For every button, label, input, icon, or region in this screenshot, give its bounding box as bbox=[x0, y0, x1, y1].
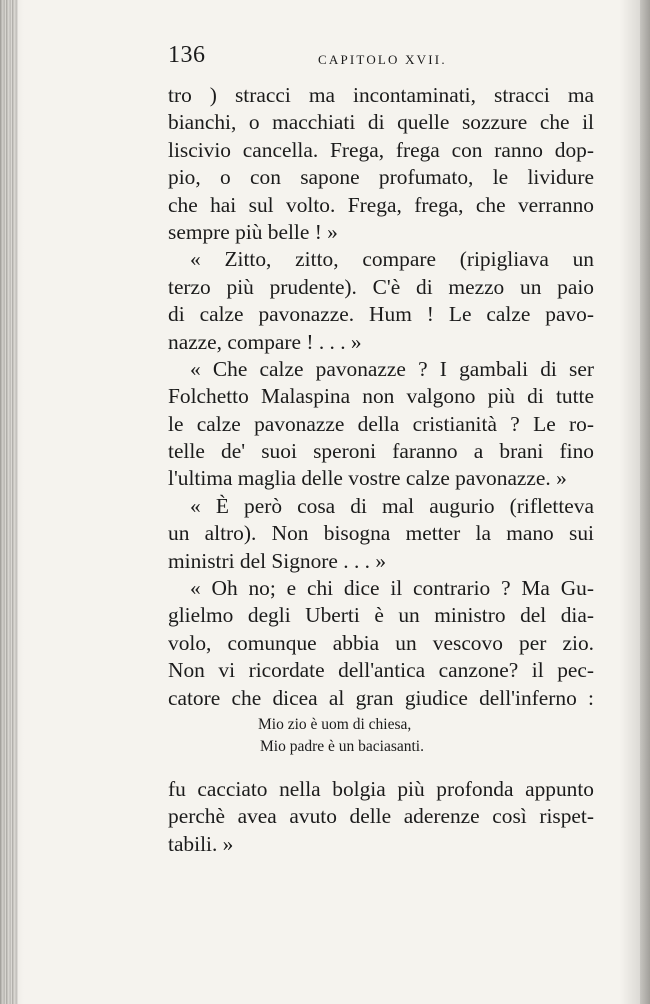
text-line: Folchetto Malaspina non valgono più di tutte bbox=[168, 384, 594, 409]
text-line: glielmo degli Uberti è un ministro del dia- bbox=[168, 603, 594, 628]
text-line: di calze pavonazze. Hum ! Le calze pavo- bbox=[168, 302, 594, 327]
text-line: « È però cosa di mal augurio (rifletteva bbox=[190, 493, 594, 518]
running-head: CAPITOLO XVII. bbox=[318, 52, 447, 67]
text-line: Non vi ricordate dell'antica canzone? il pec- bbox=[168, 658, 594, 683]
text-line: « Che calze pavonazze ? I gambali di ser bbox=[190, 356, 594, 381]
text-line: telle de' suoi speroni faranno a brani fino bbox=[168, 439, 594, 464]
text-line: bianchi, o macchiati di quelle sozzure che il bbox=[168, 110, 594, 135]
body-text bbox=[168, 82, 594, 712]
text-line: tro ) stracci ma incontaminati, stracci ma bbox=[168, 83, 594, 107]
text-line: perchè avea avuto delle aderenze così rispet- bbox=[168, 804, 594, 829]
page-header bbox=[168, 42, 598, 76]
verse-line: Mio padre è un baciasanti. bbox=[260, 738, 424, 755]
page-number: 136 bbox=[168, 42, 206, 68]
text-line: pio, o con sapone profumato, le lividure bbox=[168, 165, 594, 190]
verse-quotation bbox=[258, 714, 424, 758]
text-line: volo, comunque abbia un vescovo per zio. bbox=[168, 630, 594, 655]
text-line: « Zitto, zitto, compare (ripigliava un bbox=[190, 247, 594, 272]
text-line: le calze pavonazze della cristianità ? Le ro- bbox=[168, 411, 594, 436]
text-line: sempre più belle ! » bbox=[168, 219, 338, 244]
text-line: catore che dicea al gran giudice dell'inferno : bbox=[168, 685, 594, 710]
text-line: terzo più prudente). C'è di mezzo un paio bbox=[168, 274, 594, 299]
text-line: tabili. » bbox=[168, 831, 234, 856]
page-binding-edge bbox=[0, 0, 18, 1004]
text-line: ministri del Signore . . . » bbox=[168, 548, 387, 573]
text-line: nazze, compare ! . . . » bbox=[168, 329, 362, 354]
text-line: un altro). Non bisogna metter la mano sui bbox=[168, 521, 594, 546]
text-line: fu cacciato nella bolgia più profonda appunto bbox=[168, 777, 594, 801]
page-right-edge bbox=[640, 0, 650, 1004]
text-line: che hai sul volto. Frega, frega, che verranno bbox=[168, 192, 594, 217]
text-line: l'ultima maglia delle vostre calze pavonazze. » bbox=[168, 466, 567, 491]
verse-line: Mio zio è uom di chiesa, bbox=[258, 716, 412, 733]
text-line: liscivio cancella. Frega, frega con ranno dop- bbox=[168, 137, 594, 162]
text-line: « Oh no; e chi dice il contrario ? Ma Gu- bbox=[190, 576, 594, 601]
closing-text bbox=[168, 776, 594, 858]
